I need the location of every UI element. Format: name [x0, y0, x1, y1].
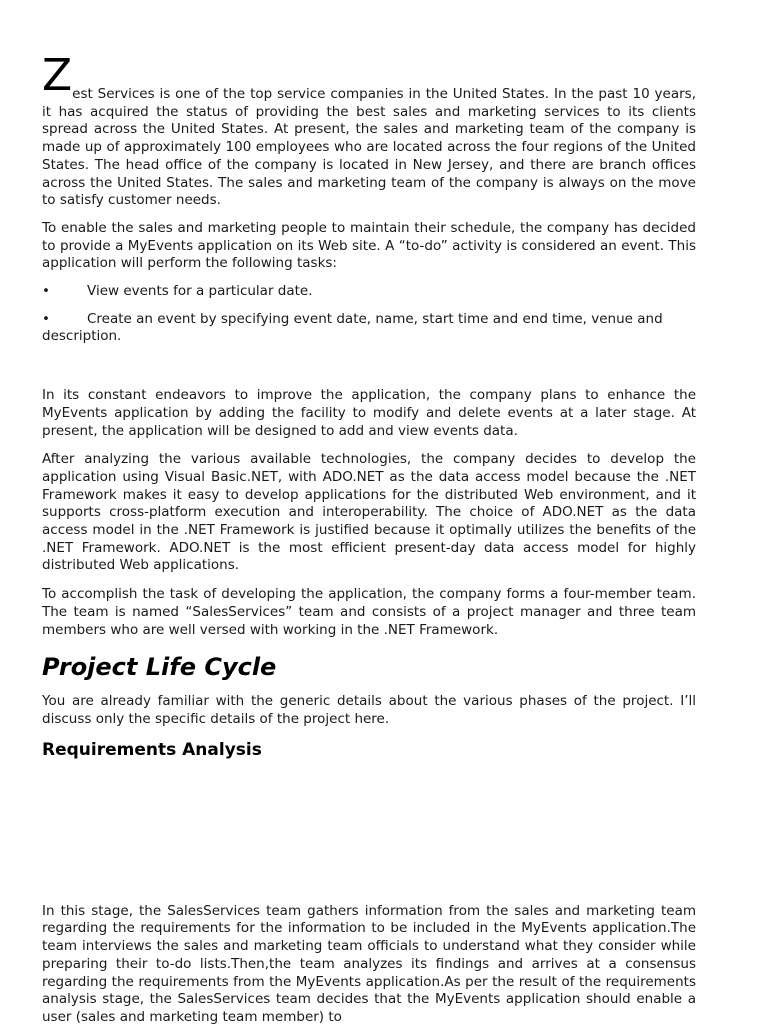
- subsection-heading: Requirements Analysis: [42, 739, 262, 760]
- bullet-glyph: •: [42, 310, 50, 327]
- task-list-item: [42, 311, 696, 346]
- purpose-paragraph: To enable the sales and marketing people to maintain their schedule, the company has decided to provide a MyEvents application on its Web site. A “to-do” activity is considered an event. This application will perform the following tasks:: [42, 219, 696, 272]
- blank-space: [42, 761, 696, 903]
- task-text: View events for a particular date.: [87, 283, 313, 300]
- intro-paragraph: [42, 52, 696, 210]
- task-list-item: [42, 283, 696, 301]
- section-intro-paragraph: You are already familiar with the generic details about the various phases of the project. I’ll discuss only the specific details of the project here.: [42, 693, 696, 727]
- blank-space: [42, 346, 696, 387]
- task-text: Create an event by specifying event date, name, start time and end time, venue and description.: [42, 310, 663, 345]
- intro-paragraph-text: est Services is one of the top service companies in the United States. In the past 10 years, it has acquired the status of providing the best sales and marketing services to its clients spread across the United States. At present, the sales and marketing team of the company is made up of approximately 100 employees who are located across the four regions of the United States. The head office of the company is located in New Jersey, and there are branch offices across the United States. The sales and marketing team of the company is always on the move to satisfy customer needs.: [42, 86, 696, 209]
- technology-paragraph: After analyzing the various available technologies, the company decides to develop the application using Visual Basic.NET, with ADO.NET as the data access model because the .NET Framework makes it easy to develop applications for the distributed Web environment, and it supports cross-platform execution and interoperability. The choice of ADO.NET as the data access model in the .NET Framework is justified because it optimally utilizes the benefits of the .NET Framework. ADO.NET is the most efficient present-day data access model for highly distributed Web applications.: [42, 451, 696, 574]
- section-heading: Project Life Cycle: [42, 653, 277, 682]
- drop-cap: Z: [42, 50, 73, 101]
- document-page: [42, 52, 696, 1027]
- requirements-paragraph: In this stage, the SalesServices team gathers information from the sales and marketing team regarding the requirements for the information to be included in the MyEvents application.The team interviews the sales and marketing team officials to understand what they consider while preparing their to-do lists.Then,the team analyzes its findings and arrives at a consensus regarding the requirements from the MyEvents application.As per the result of the requirements analysis stage, the SalesServices team decides that the MyEvents application should enable a user (sales and marketing team member) to: [42, 902, 696, 1025]
- team-paragraph: To accomplish the task of developing the application, the company forms a four-member team. The team is named “SalesServices” team and consists of a project manager and three team members who are well versed with working in the .NET Framework.: [42, 586, 696, 638]
- bullet-glyph: •: [42, 283, 50, 300]
- improvement-paragraph: In its constant endeavors to improve the application, the company plans to enhance the MyEvents application by adding the facility to modify and delete events at a later stage. At present, the application will be designed to add and view events data.: [42, 387, 696, 439]
